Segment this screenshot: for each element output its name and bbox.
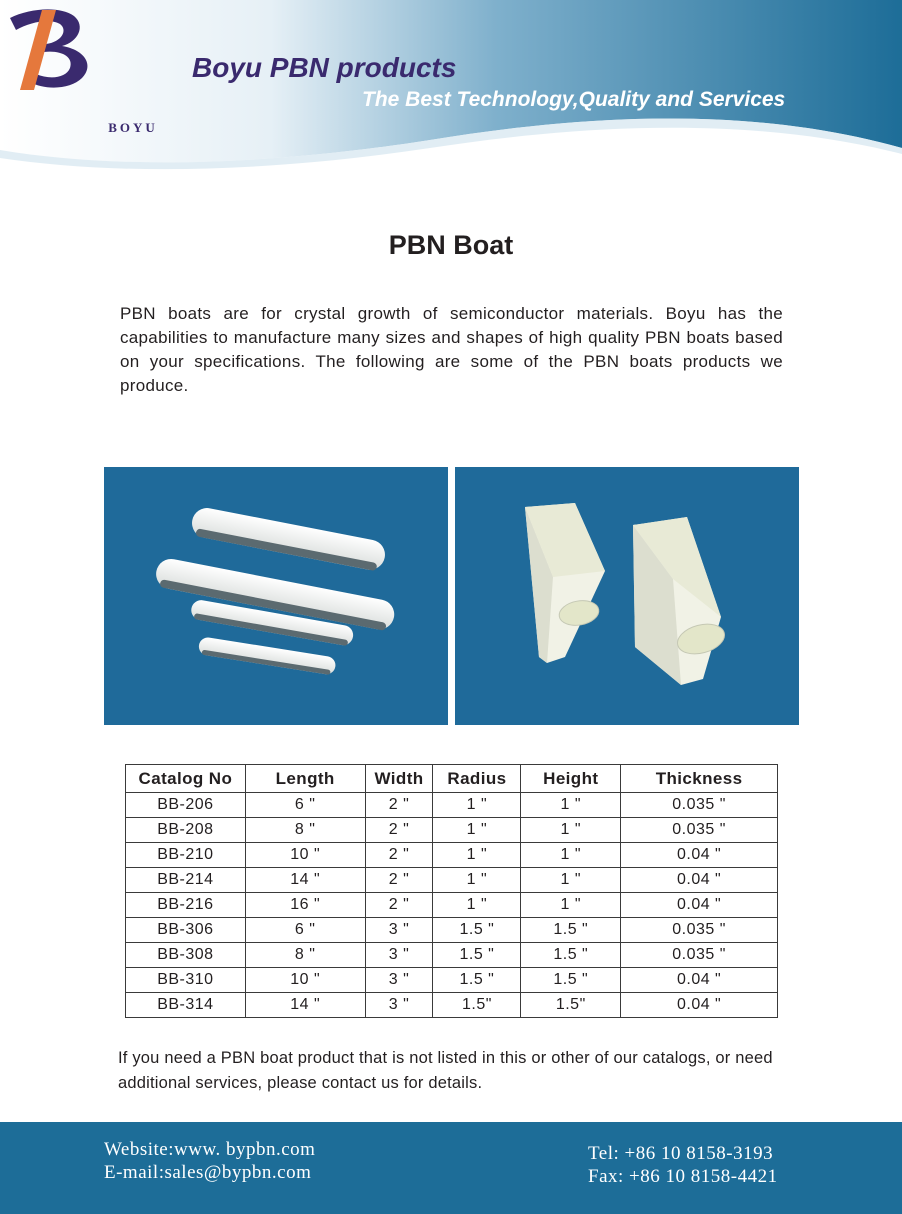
page-header [0,0,902,190]
table-cell: 8 " [245,943,365,968]
table-cell: 1 " [433,818,521,843]
table-cell: 2 " [365,893,433,918]
table-cell: BB-310 [126,968,246,993]
table-cell: 1.5" [433,993,521,1018]
table-cell: 1 " [521,793,621,818]
column-header: Height [521,765,621,793]
column-header: Thickness [621,765,778,793]
table-cell: 1.5" [521,993,621,1018]
table-row [126,943,778,968]
table-row [126,868,778,893]
table-cell: BB-308 [126,943,246,968]
company-name: Boyu PBN products [192,52,457,83]
table-cell: 16 " [245,893,365,918]
boat-spec-table [125,764,778,1018]
column-header: Length [245,765,365,793]
table-cell: 3 " [365,918,433,943]
table-cell: 2 " [365,818,433,843]
table-cell: 6 " [245,918,365,943]
page-title: PBN Boat [388,230,514,260]
contact-note: If you need a PBN boat product that is not listed in this or other of our catalogs, or need additional services, please contact us for details. [118,1049,773,1092]
table-row [126,843,778,868]
column-header: Radius [433,765,521,793]
table-cell: 2 " [365,793,433,818]
email-link[interactable]: E-mail:sales@bypbn.com [104,1162,312,1183]
table-row [126,918,778,943]
table-cell: BB-208 [126,818,246,843]
table-row [126,893,778,918]
table-cell: 0.04 " [621,968,778,993]
table-cell: 1.5 " [521,943,621,968]
table-cell: 14 " [245,868,365,893]
table-cell: 0.04 " [621,893,778,918]
page-footer [0,1122,902,1214]
table-cell: 3 " [365,993,433,1018]
table-cell: 14 " [245,993,365,1018]
table-cell: 0.04 " [621,993,778,1018]
table-cell: 1 " [521,893,621,918]
table-cell: BB-214 [126,868,246,893]
table-cell: 1 " [433,868,521,893]
intro-paragraph: PBN boats are for crystal growth of semiconductor materials. Boyu has the capabilities to manufacture many sizes and shapes of high quality PBN boats based on your specifications. The following are some of the PBN boats products we produce. [120,304,783,395]
website-link[interactable]: Website:www. bypbn.com [104,1139,316,1160]
table-cell: 1.5 " [521,918,621,943]
table-cell: 1 " [521,868,621,893]
table-row [126,993,778,1018]
table-cell: BB-206 [126,793,246,818]
table-cell: 1 " [433,893,521,918]
tagline: The Best Technology,Quality and Services [362,88,786,111]
table-cell: 0.035 " [621,943,778,968]
table-row [126,968,778,993]
table-cell: BB-306 [126,918,246,943]
table-cell: 3 " [365,968,433,993]
long-boats-illustration [104,467,448,725]
table-cell: 8 " [245,818,365,843]
fax-number: Fax: +86 10 8158-4421 [588,1166,778,1187]
logo-wordmark: BOYU [108,120,158,135]
table-cell: 2 " [365,843,433,868]
table-row [126,818,778,843]
table-cell: 0.035 " [621,818,778,843]
table-cell: BB-314 [126,993,246,1018]
boyu-logo-icon [0,0,96,100]
boats-photo-right [455,467,799,725]
table-cell: 1.5 " [433,968,521,993]
table-cell: 1 " [521,843,621,868]
table-row [126,793,778,818]
table-cell: 0.035 " [621,793,778,818]
column-header: Catalog No [126,765,246,793]
column-header: Width [365,765,433,793]
table-cell: 1.5 " [433,918,521,943]
telephone-number: Tel: +86 10 8158-3193 [588,1143,774,1164]
table-cell: 3 " [365,943,433,968]
table-cell: 1.5 " [521,968,621,993]
table-cell: 2 " [365,868,433,893]
table-cell: 10 " [245,843,365,868]
table-cell: BB-216 [126,893,246,918]
table-cell: 1 " [433,843,521,868]
table-cell: 0.04 " [621,843,778,868]
table-header-row [126,765,778,793]
table-cell: 1 " [521,818,621,843]
table-cell: 0.035 " [621,918,778,943]
square-boats-illustration [455,467,799,725]
table-cell: 1.5 " [433,943,521,968]
table-cell: BB-210 [126,843,246,868]
table-cell: 10 " [245,968,365,993]
boats-photo-left [104,467,448,725]
table-cell: 6 " [245,793,365,818]
table-cell: 0.04 " [621,868,778,893]
table-cell: 1 " [433,793,521,818]
